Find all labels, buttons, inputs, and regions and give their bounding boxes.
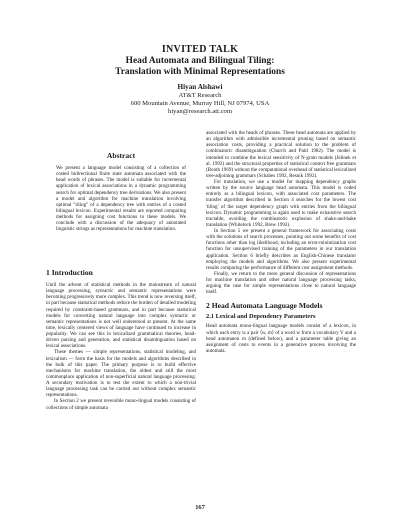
page-number: 167 [195, 504, 205, 511]
title-line-2: Translation with Minimal Representations [115, 67, 285, 77]
author-email: hiyan@research.att.com [168, 108, 232, 115]
section-2-1-heading: 2.1 Lexical and Dependency Parameters [206, 313, 316, 321]
paper-title [0, 56, 400, 78]
section-2-heading: 2 Head Automata Language Models [206, 301, 323, 311]
abstract-text: We present a language model consisting of a collection of costed bidirectional finite state automata associated with the head words of phrases. The model is suitable for incremental application of lexical associations in a dynamic programming search for optimal dependency tree derivations. We also present a model and algorithm for machine translation involving optimal "tiling" of a dependency tree with entries of a costed bilingual lexicon. Experimental results are reported comparing methods for assigning cost functions to these models. We conclude with a discussion of the adequacy of annotated linguistic strings as representations for machine translation. [56, 165, 186, 233]
right-paragraph-4: Finally, we return to the more general discussion of representations for machine translation and other natural language processing tasks, arguing the case for simple representations close to natural language itself. [206, 270, 356, 296]
left-column [46, 268, 196, 411]
author-address: 600 Mountain Avenue, Murray Hill, NJ 07974, USA [130, 100, 270, 107]
abstract-heading: Abstract [106, 151, 136, 160]
intro-heading: 1 Introduction [46, 268, 93, 277]
abstract-body [56, 165, 186, 232]
intro-paragraph-1: Until the advent of statistical methods in the mainstream of natural language processing, syntactic and semantic representations were becoming progressively more complex. This trend is now reversing itself, in part because statistical methods reduce the burden of detailed modeling required by constraint-based grammars, and in part because statistical models for converting natural language into complex syntactic or semantic representations is not well understood at present. At the same time, lexically centered views of language have continued to increase in popularity. We can see this in lexicalized grammatical theories, head-driven parsing and generation, and statistical disambiguation based on lexical associations. [46, 282, 196, 350]
abstract-heading-wrap [46, 151, 196, 161]
intro-paragraph-3: In Section 2 we present reversible mono-lingual models consisting of collections of simple automata [46, 398, 196, 411]
right-paragraph-5: Head automata mono-lingual language models consist of a lexicon, in which each entry is a pair ⟨w, m⟩ of a word w from a vocabulary V and a head automaton m (defined below), and a parameter table giving an assignment of costs to events in a generative process involving the automata. [206, 323, 356, 354]
author-org: AT&T Research [178, 92, 222, 99]
title-line-1: Head Automata and Bilingual Tiling: [125, 56, 275, 66]
right-paragraph-1: associated with the heads of phrases. These head automata are applied by an algorithm with admissible incremental pruning based on semantic association costs, providing a practical solution to the problem of combinatoric disambiguation (Church and Patil 1982). The model is intended to combine the lexical sensitivity of N-gram models (Jelinek et al. 1992) and the structural properties of statistical context free grammars (Booth 1969) without the computational overhead of statistical lexicalized tree-adjoining grammars (Schabes 1992, Resnik 1992). [206, 130, 356, 179]
paper-header [0, 44, 400, 116]
right-column [206, 130, 356, 354]
author-name: Hiyan Alshawi [177, 83, 223, 91]
right-paragraph-3: In Section 5 we present a general framework for associating costs with the solutions of search processes, pointing out some benefits of cost functions other than log likelihood, including an error-minimization cost function for unsupervised training of the parameters in our translation application. Section 6 briefly describes an English-Chinese translator employing the models and algorithms. We also present experimental results comparing the performance of different cost assignment methods. [206, 228, 356, 271]
right-paragraph-2: For translation, we use a model for mapping dependency graphs written by the source language head automata. This model is coded entirely as a bilingual lexicon, with associated cost parameters. The transfer algorithm described in Section 4 searches for the lowest cost 'tiling' of the target dependency graph with entries from the bilingual lexicon. Dynamic programming is again used to make exhaustive search tractable, avoiding the combinatoric explosion of shake-and-bake translation (Whitelock 1992, Brew 1992). [206, 179, 356, 228]
talk-kicker: INVITED TALK [161, 44, 239, 55]
intro-paragraph-2: These themes — simple representations, statistical modeling, and lexicalism — form the basis for the models and algorithms described in the bulk of this paper. The primary purpose is to build effective mechanisms for machine translation, the oldest and still the most commonplace application of non-superficial natural language processing. A secondary motivation is to test the extent to which a non-trivial language processing task can be carried out without complex semantic representations. [46, 349, 196, 399]
